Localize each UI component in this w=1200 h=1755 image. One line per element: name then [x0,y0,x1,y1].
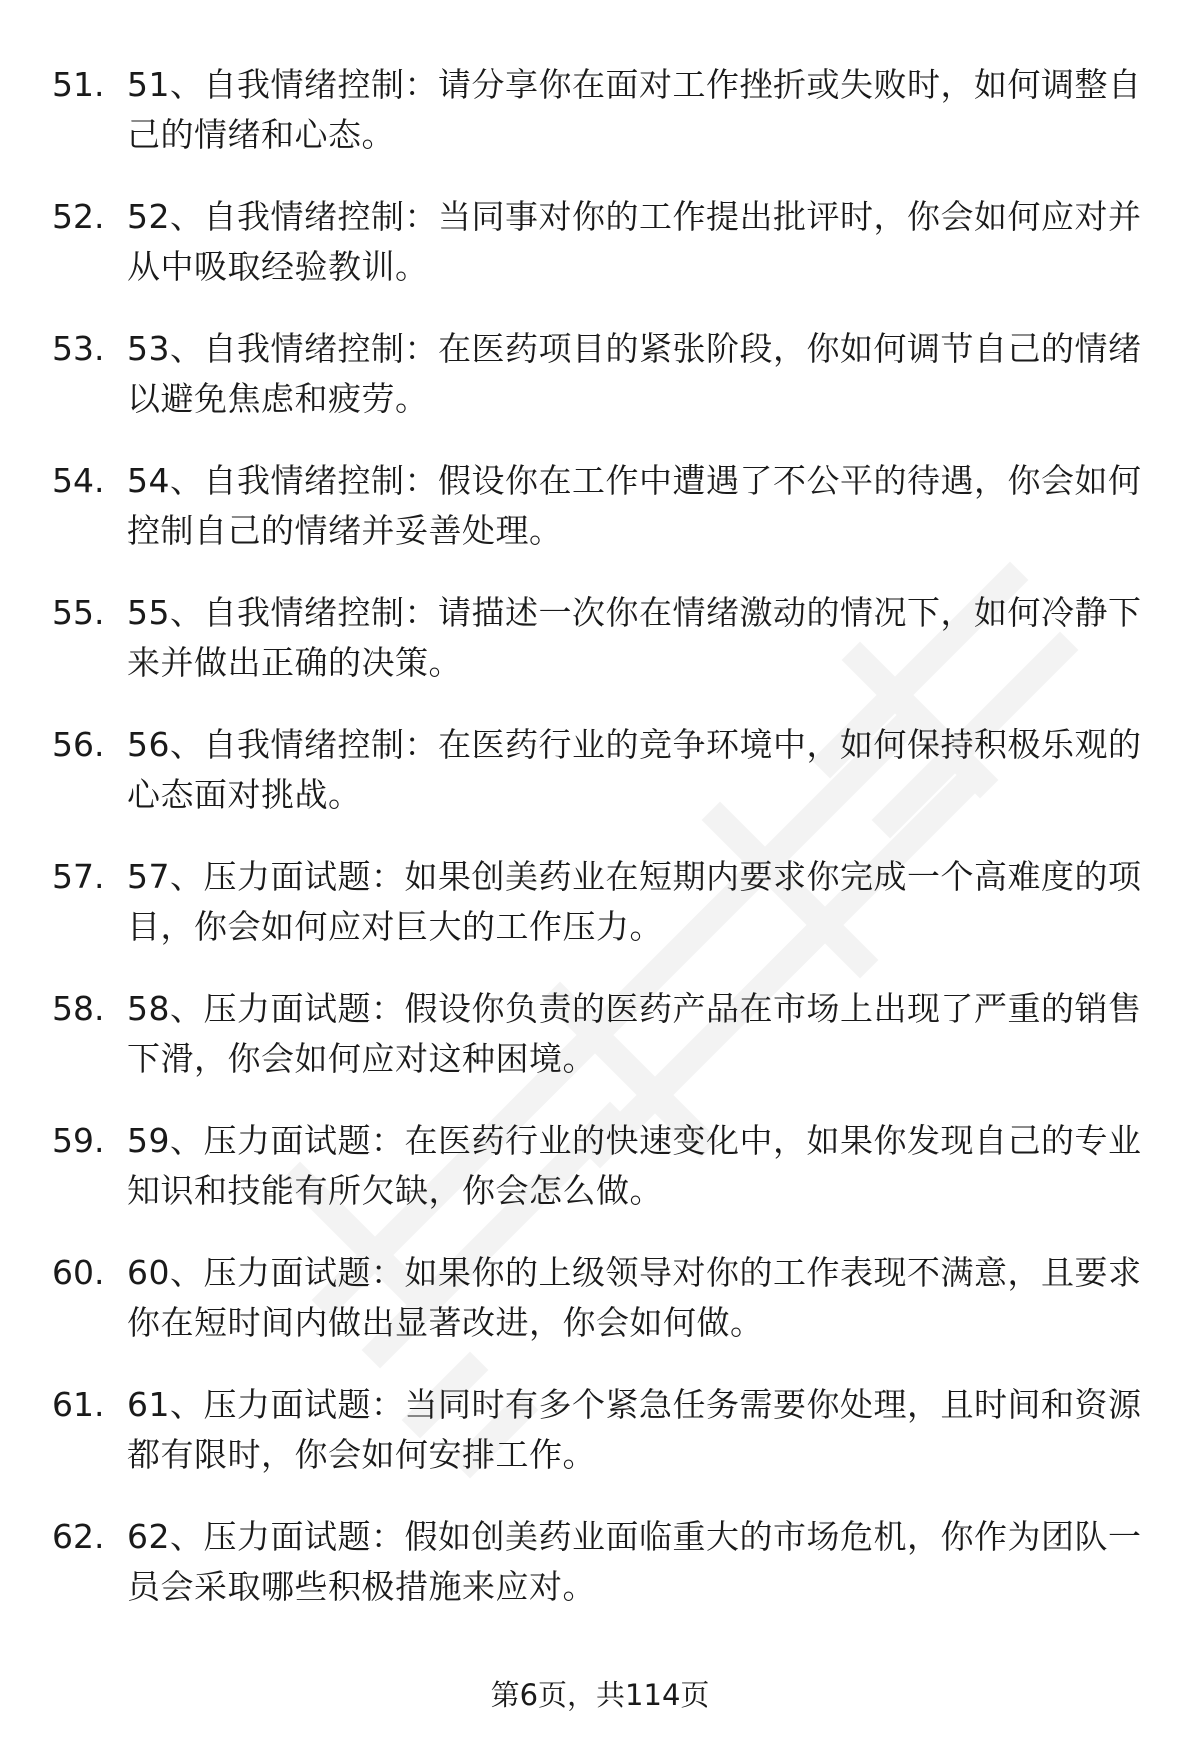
list-item [0,1248,1200,1380]
item-text: 53、自我情绪控制：在医药项目的紧张阶段，你如何调节自己的情绪以避免焦虑和疲劳。 [127,329,1142,418]
list-item [0,60,1200,192]
list-item [0,852,1200,984]
item-text: 57、压力面试题：如果创美药业在短期内要求你完成一个高难度的项目，你会如何应对巨大的工作压力。 [127,857,1142,946]
list-item [0,720,1200,852]
item-number: 58. [52,989,105,1028]
item-text: 61、压力面试题：当同时有多个紧急任务需要你处理，且时间和资源都有限时，你会如何安排工作。 [127,1385,1142,1474]
item-number: 57. [52,857,105,896]
page-number-footer: 第6页，共114页 [490,1678,710,1712]
item-number: 51. [52,65,105,104]
item-text: 52、自我情绪控制：当同事对你的工作提出批评时，你会如何应对并从中吸取经验教训。 [127,197,1142,286]
item-number: 55. [52,593,105,632]
list-item [0,324,1200,456]
list-item [0,588,1200,720]
list-item [0,192,1200,324]
item-number: 60. [52,1253,105,1292]
item-number: 54. [52,461,105,500]
item-text: 62、压力面试题：假如创美药业面临重大的市场危机，你作为团队一员会采取哪些积极措施来应对。 [127,1517,1142,1606]
item-number: 52. [52,197,105,236]
item-number: 61. [52,1385,105,1424]
item-number: 62. [52,1517,105,1556]
list-item [0,984,1200,1116]
item-text: 51、自我情绪控制：请分享你在面对工作挫折或失败时，如何调整自己的情绪和心态。 [127,65,1142,154]
item-text: 60、压力面试题：如果你的上级领导对你的工作表现不满意，且要求你在短时间内做出显著改进，你会如何做。 [127,1253,1142,1342]
list-item [0,1512,1200,1644]
item-number: 56. [52,725,105,764]
item-text: 55、自我情绪控制：请描述一次你在情绪激动的情况下，如何冷静下来并做出正确的决策。 [127,593,1142,682]
item-text: 54、自我情绪控制：假设你在工作中遭遇了不公平的待遇，你会如何控制自己的情绪并妥善处理。 [127,461,1142,550]
item-text: 58、压力面试题：假设你负责的医药产品在市场上出现了严重的销售下滑，你会如何应对这种困境。 [127,989,1142,1078]
item-number: 53. [52,329,105,368]
item-text: 59、压力面试题：在医药行业的快速变化中，如果你发现自己的专业知识和技能有所欠缺，你会怎么做。 [127,1121,1142,1210]
list-item [0,456,1200,588]
question-list [0,60,1200,1644]
list-item [0,1116,1200,1248]
item-text: 56、自我情绪控制：在医药行业的竞争环境中，如何保持积极乐观的心态面对挑战。 [127,725,1142,814]
item-number: 59. [52,1121,105,1160]
list-item [0,1380,1200,1512]
